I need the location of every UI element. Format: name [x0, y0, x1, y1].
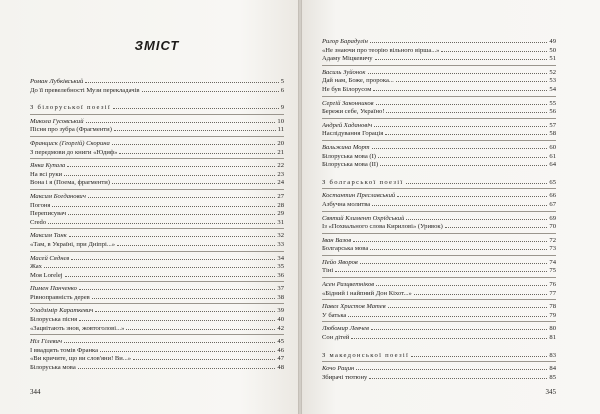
dot-leader	[100, 346, 275, 352]
entry-divider	[30, 158, 284, 159]
toc-entry-page-number: 50	[549, 46, 556, 54]
toc-entry-title: Любомир Левчев	[322, 325, 369, 333]
toc-list-right	[322, 37, 556, 381]
toc-entry-page-number: 55	[549, 99, 556, 107]
dot-leader	[126, 324, 275, 330]
dot-leader	[406, 214, 547, 220]
toc-entry-work[interactable]	[322, 107, 556, 116]
toc-entry-page-number: 10	[277, 117, 284, 125]
entry-divider	[322, 299, 556, 300]
toc-entry-page-number: 9	[280, 104, 284, 112]
entry-divider	[322, 118, 556, 119]
dot-leader	[92, 293, 276, 299]
toc-entry-title: Білоруська мова (II)	[322, 161, 379, 169]
toc-entry-title: Вона і я (Поема, фрагменти)	[30, 179, 110, 187]
toc-entry-page-number: 5	[280, 78, 284, 85]
toc-entry-page-number: 33	[277, 240, 284, 248]
toc-entry-title: Жах	[30, 263, 42, 271]
toc-entry-title: Кочо Рацин	[322, 365, 355, 373]
dot-leader	[95, 306, 275, 312]
toc-entry-work[interactable]	[322, 85, 556, 94]
toc-entry-work[interactable]	[30, 218, 284, 227]
toc-entry-title: «Не знаючи про теорію вільного вірша...»	[322, 46, 440, 54]
toc-entry-work[interactable]	[30, 271, 284, 280]
entry-divider	[322, 65, 556, 66]
dot-leader	[67, 161, 275, 167]
toc-entry-title: Асен Разцветніков	[322, 281, 375, 289]
dot-leader	[79, 284, 275, 290]
section-spacer	[30, 94, 284, 103]
toc-entry-author[interactable]	[322, 99, 556, 108]
toc-entry-page-number: 31	[277, 218, 284, 226]
dot-leader	[374, 121, 547, 127]
toc-entry-author[interactable]	[322, 236, 556, 245]
toc-entry-title: Болгарська мова	[322, 245, 369, 253]
toc-entry-title: Іван Вазов	[322, 236, 352, 244]
toc-entry-work[interactable]	[30, 324, 284, 333]
toc-entry-section[interactable]	[322, 351, 556, 360]
toc-entry-author[interactable]	[30, 117, 284, 126]
toc-entry-page-number: 83	[549, 351, 556, 359]
dot-leader	[69, 231, 276, 237]
dot-leader	[335, 266, 547, 272]
entry-divider	[322, 188, 556, 189]
toc-entry-work[interactable]	[30, 178, 284, 187]
toc-entry-title: Дай нам, Боже, пророка...	[322, 77, 394, 85]
toc-entry-work[interactable]	[322, 311, 556, 320]
toc-entry-title: Тіні	[322, 267, 334, 275]
toc-entry-page-number: 28	[277, 201, 284, 209]
dot-leader	[71, 254, 275, 260]
toc-entry-page-number: 22	[277, 162, 284, 170]
toc-entry-page-number: 21	[277, 148, 284, 156]
dot-leader	[85, 77, 278, 83]
toc-entry-title: Максим Танк	[30, 232, 67, 240]
toc-entry-page-number: 45	[277, 338, 284, 346]
toc-entry-page-number: 54	[549, 85, 556, 93]
toc-entry-author[interactable]	[322, 302, 556, 311]
toc-entry-page-number: 39	[277, 307, 284, 315]
toc-entry-title: Пісня про зубра (Фрагменти)	[30, 126, 112, 134]
dot-leader	[88, 192, 276, 198]
dot-leader	[133, 354, 275, 360]
toc-entry-title: Переписувач	[30, 210, 67, 218]
toc-entry-title: Наслідування Горація	[322, 130, 384, 138]
toc-entry-author[interactable]	[322, 214, 556, 223]
toc-entry-page-number: 53	[549, 77, 556, 85]
toc-entry-title: Моя Lorelej	[30, 271, 63, 279]
entry-divider	[322, 255, 556, 256]
dot-leader	[388, 302, 548, 308]
toc-entry-title: Микола Гусовський	[30, 117, 84, 125]
dot-leader	[353, 236, 547, 242]
toc-entry-page-number: 76	[549, 281, 556, 289]
toc-entry-title: Франциск (Георгій) Скорина	[30, 139, 110, 147]
toc-entry-author[interactable]	[30, 77, 284, 86]
toc-entry-author[interactable]	[322, 68, 556, 77]
dot-leader	[378, 152, 547, 158]
entry-divider	[322, 321, 556, 322]
toc-entry-title: «Бідний і найпний Дон Кіхот...»	[322, 289, 412, 297]
toc-entry-page-number: 11	[277, 126, 284, 134]
toc-entry-page-number: 70	[549, 223, 556, 231]
dot-leader	[64, 337, 275, 343]
toc-entry-title: Василь Зуйонок	[322, 68, 366, 76]
toc-entry-title: Credo	[30, 218, 47, 226]
toc-entry-work[interactable]	[322, 289, 556, 298]
dot-leader	[397, 191, 547, 197]
toc-entry-page-number: 78	[549, 303, 556, 311]
toc-entry-work[interactable]	[322, 244, 556, 253]
entry-divider	[30, 334, 284, 335]
dot-leader	[380, 160, 547, 166]
toc-entry-author[interactable]	[322, 143, 556, 152]
dot-leader	[68, 209, 275, 215]
dot-leader	[52, 201, 275, 207]
toc-entry-page-number: 48	[277, 364, 284, 372]
dot-leader	[411, 351, 547, 357]
toc-entry-title: Ніл Гілевич	[30, 338, 62, 346]
toc-entry-title: Збирачі тютюну	[322, 373, 368, 381]
toc-entry-author[interactable]	[322, 324, 556, 333]
toc-entry-section[interactable]	[322, 178, 556, 187]
toc-entry-work[interactable]	[322, 54, 556, 63]
dot-leader	[112, 139, 276, 145]
entry-divider	[322, 233, 556, 234]
toc-entry-title: Білоруська мова	[30, 364, 76, 372]
toc-entry-work[interactable]	[322, 160, 556, 169]
toc-entry-title: З македонської поезії	[322, 351, 410, 359]
toc-entry-title: «Зацвітають знов, жовтоголові...»	[30, 324, 125, 332]
toc-entry-title: Павел Христов Матев	[322, 303, 386, 311]
toc-entry-title: Максим Богданович	[30, 192, 86, 200]
entry-divider	[30, 281, 284, 282]
dot-leader	[142, 86, 279, 92]
toc-list-left	[30, 77, 284, 372]
toc-entry-work[interactable]	[322, 46, 556, 55]
toc-entry-author[interactable]	[30, 306, 284, 315]
toc-entry-title: Азбучна молитва	[322, 200, 371, 208]
dot-leader	[369, 373, 547, 379]
dot-leader	[414, 289, 548, 295]
toc-entry-work[interactable]	[30, 209, 284, 218]
toc-entry-title: На всі руки	[30, 170, 63, 178]
toc-entry-work[interactable]	[30, 240, 284, 249]
toc-entry-title: Бережи себе, Україно!	[322, 108, 385, 116]
toc-entry-page-number: 72	[549, 236, 556, 244]
dot-leader	[406, 178, 548, 184]
toc-entry-page-number: 64	[549, 161, 556, 169]
toc-entry-page-number: 32	[277, 232, 284, 240]
dot-leader	[44, 262, 275, 268]
entry-divider	[322, 361, 556, 362]
toc-entry-title: Уладзімір Караткевич	[30, 307, 94, 315]
toc-entry-work[interactable]	[30, 315, 284, 324]
toc-entry-author[interactable]	[30, 284, 284, 293]
page-title: ЗМІСТ	[134, 38, 180, 53]
dot-leader	[370, 37, 548, 43]
toc-entry-page-number: 36	[277, 271, 284, 279]
toc-entry-page-number: 29	[277, 210, 284, 218]
toc-entry-page-number: 84	[549, 365, 556, 373]
toc-entry-author[interactable]	[30, 337, 284, 346]
toc-entry-author[interactable]	[322, 191, 556, 200]
right-page	[300, 0, 600, 414]
toc-entry-page-number: 52	[549, 68, 556, 76]
toc-entry-page-number: 66	[549, 192, 556, 200]
entry-divider	[30, 189, 284, 190]
toc-entry-title: Янка Купала	[30, 162, 66, 170]
dot-leader	[396, 76, 548, 82]
entry-divider	[30, 228, 284, 229]
toc-entry-page-number: 65	[549, 178, 556, 186]
entry-divider	[322, 140, 556, 141]
entry-divider	[30, 114, 284, 115]
toc-entry-page-number: 24	[277, 179, 284, 187]
toc-entry-work[interactable]	[30, 148, 284, 157]
toc-entry-title: З болгарської поезії	[322, 178, 404, 186]
dot-leader	[48, 218, 275, 224]
dot-leader	[117, 240, 275, 246]
toc-entry-work[interactable]	[322, 129, 556, 138]
dot-leader	[360, 258, 548, 264]
toc-entry-page-number: 73	[549, 245, 556, 253]
toc-entry-page-number: 49	[549, 38, 556, 45]
toc-entry-page-number: 85	[549, 373, 556, 381]
entry-divider	[322, 96, 556, 97]
toc-entry-page-number: 46	[277, 346, 284, 354]
section-spacer	[322, 342, 556, 351]
toc-entry-title: Роман Лубківський	[30, 78, 84, 85]
dot-leader	[86, 117, 276, 123]
toc-entry-work[interactable]	[30, 86, 284, 95]
toc-entry-work[interactable]	[322, 333, 556, 342]
dot-leader	[64, 170, 275, 176]
dot-leader	[79, 315, 275, 321]
toc-entry-page-number: 74	[549, 258, 556, 266]
toc-entry-work[interactable]	[322, 222, 556, 231]
toc-entry-title: Ригор Барадулін	[322, 38, 368, 45]
toc-entry-page-number: 56	[549, 108, 556, 116]
toc-entry-title: Рівноправність дерев	[30, 293, 90, 301]
toc-entry-work[interactable]	[322, 152, 556, 161]
toc-entry-title: Білоруська мова (I)	[322, 152, 376, 160]
toc-entry-title: Адаму Міцкевичу	[322, 55, 373, 63]
toc-entry-title: Вальжина Морт	[322, 143, 370, 151]
toc-entry-page-number: 35	[277, 263, 284, 271]
dot-leader	[78, 363, 276, 369]
entry-divider	[30, 251, 284, 252]
toc-entry-page-number: 37	[277, 285, 284, 293]
dot-leader	[114, 125, 276, 131]
toc-entry-work[interactable]	[322, 266, 556, 275]
toc-entry-title: Із «Похвального слова Кирилові» (Уривок)	[322, 223, 443, 231]
toc-entry-work[interactable]	[30, 293, 284, 302]
toc-entry-title: З передмови до книги «Юдиф»	[30, 148, 118, 156]
toc-entry-page-number: 69	[549, 214, 556, 222]
toc-entry-page-number: 77	[549, 289, 556, 297]
toc-entry-title: У батька	[322, 311, 347, 319]
toc-entry-title: Погоня	[30, 201, 51, 209]
dot-leader	[112, 178, 275, 184]
toc-entry-title: І ввадцять томів Франка	[30, 346, 99, 354]
toc-entry-page-number: 47	[277, 355, 284, 363]
dot-leader	[372, 143, 548, 149]
toc-entry-page-number: 27	[277, 192, 284, 200]
toc-entry-title: До її превелебності Музи перекладачів	[30, 86, 140, 94]
toc-entry-work[interactable]	[30, 354, 284, 363]
toc-entry-page-number: 75	[549, 267, 556, 275]
toc-entry-author[interactable]	[30, 139, 284, 148]
toc-entry-title: Не був Білорусом	[322, 85, 372, 93]
toc-entry-author[interactable]	[30, 254, 284, 263]
toc-entry-work[interactable]	[322, 76, 556, 85]
toc-entry-page-number: 51	[549, 55, 556, 63]
dot-leader	[119, 148, 275, 154]
dot-leader	[356, 364, 547, 370]
toc-entry-title: Костантин Преславський	[322, 192, 396, 200]
dot-leader	[371, 324, 547, 330]
toc-entry-title: Пимен Панченко	[30, 285, 77, 293]
dot-leader	[376, 99, 548, 105]
toc-entry-page-number: 34	[277, 254, 284, 262]
dot-leader	[351, 333, 547, 339]
toc-entry-title: «Ви кричите, що ви слов'яни! Ви...»	[30, 355, 132, 363]
toc-entry-work[interactable]	[322, 200, 556, 209]
entry-divider	[322, 277, 556, 278]
toc-entry-page-number: 57	[549, 121, 556, 129]
entry-divider	[322, 211, 556, 212]
toc-entry-title: З білоруської поезії	[30, 104, 111, 112]
toc-entry-page-number: 42	[277, 324, 284, 332]
toc-entry-work[interactable]	[30, 363, 284, 372]
page-number-left: 344	[30, 388, 41, 396]
toc-entry-work[interactable]	[30, 262, 284, 271]
toc-entry-author[interactable]	[322, 258, 556, 267]
toc-entry-author[interactable]	[30, 231, 284, 240]
entry-divider	[30, 136, 284, 137]
toc-entry-section[interactable]	[30, 103, 284, 112]
dot-leader	[372, 200, 547, 206]
toc-entry-work[interactable]	[30, 170, 284, 179]
page-number-right: 345	[545, 388, 556, 396]
toc-entry-page-number: 61	[549, 152, 556, 160]
toc-entry-page-number: 80	[549, 325, 556, 333]
toc-entry-page-number: 40	[277, 316, 284, 324]
toc-entry-title: Білоруська пісня	[30, 316, 78, 324]
toc-entry-author[interactable]	[322, 121, 556, 130]
toc-entry-author[interactable]	[322, 37, 556, 46]
toc-entry-title: «Там, в Україні, при Дніпрі...»	[30, 240, 116, 248]
toc-entry-work[interactable]	[30, 201, 284, 210]
toc-entry-title: Сергій Законников	[322, 99, 374, 107]
book-gutter	[298, 0, 302, 414]
dot-leader	[385, 129, 547, 135]
dot-leader	[348, 311, 547, 317]
toc-entry-work[interactable]	[322, 373, 556, 382]
toc-entry-page-number: 81	[549, 334, 556, 342]
toc-entry-author[interactable]	[322, 280, 556, 289]
dot-leader	[445, 222, 548, 228]
toc-entry-page-number: 67	[549, 200, 556, 208]
toc-entry-author[interactable]	[30, 192, 284, 201]
dot-leader	[368, 68, 548, 74]
toc-entry-page-number: 6	[280, 86, 284, 94]
dot-leader	[373, 85, 547, 91]
dot-leader	[441, 46, 547, 52]
toc-entry-author[interactable]	[322, 364, 556, 373]
toc-entry-work[interactable]	[30, 125, 284, 134]
toc-entry-page-number: 79	[549, 311, 556, 319]
toc-entry-page-number: 38	[277, 293, 284, 301]
toc-entry-author[interactable]	[30, 161, 284, 170]
toc-entry-page-number: 23	[277, 170, 284, 178]
toc-entry-work[interactable]	[30, 346, 284, 355]
dot-leader	[65, 271, 276, 277]
entry-divider	[30, 303, 284, 304]
dot-leader	[386, 107, 547, 113]
section-spacer	[322, 169, 556, 178]
dot-leader	[376, 280, 547, 286]
toc-entry-title: Андрей Хадановіч	[322, 121, 373, 129]
toc-entry-page-number: 60	[549, 143, 556, 151]
toc-entry-title: Масей Сяднєв	[30, 254, 70, 262]
toc-entry-title: Пейо Яворов	[322, 258, 358, 266]
toc-entry-page-number: 20	[277, 139, 284, 147]
dot-leader	[370, 244, 547, 250]
dot-leader	[375, 54, 548, 60]
toc-entry-page-number: 58	[549, 130, 556, 138]
toc-entry-title: Сон дітей	[322, 334, 350, 342]
toc-entry-title: Святий Климент Охрідський	[322, 214, 405, 222]
dot-leader	[113, 103, 279, 109]
